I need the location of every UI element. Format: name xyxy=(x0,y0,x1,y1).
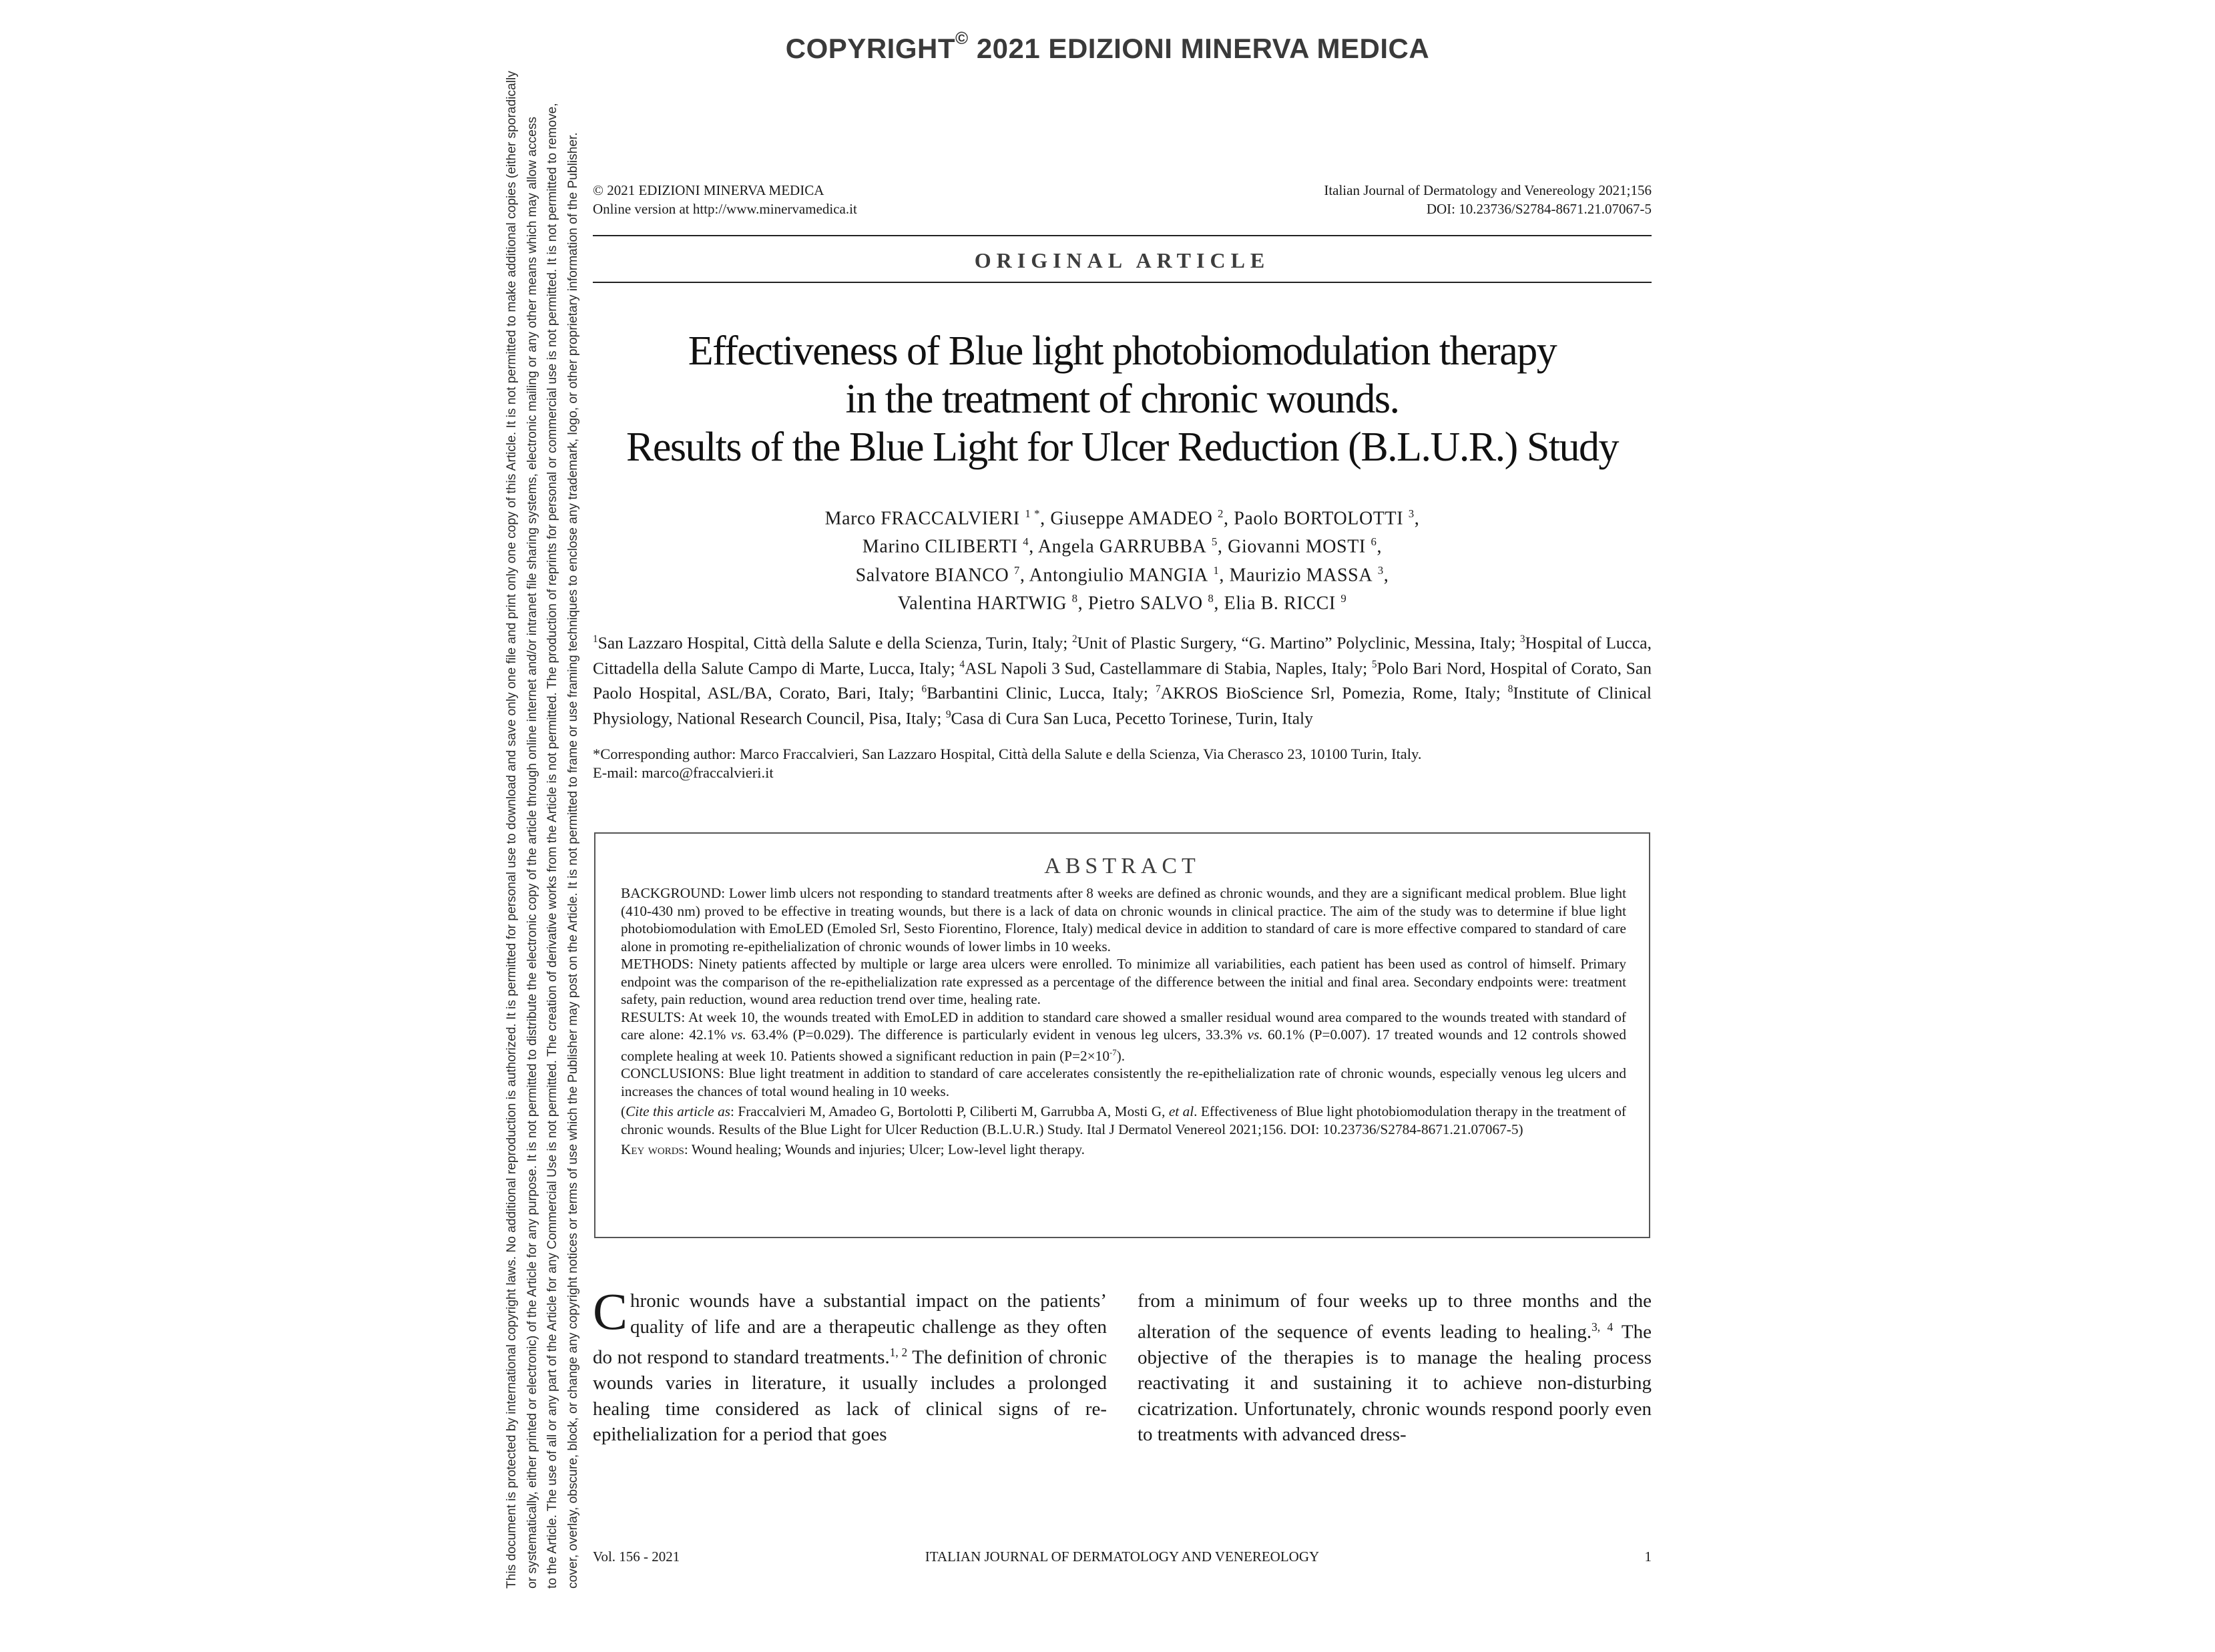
author-name: Elia B. RICCI xyxy=(1224,593,1336,614)
author-affiliation-mark: 8 xyxy=(1071,591,1078,605)
copyright-notice-sidebar xyxy=(502,67,582,1589)
corresponding-author xyxy=(593,745,1652,782)
author-separator: , xyxy=(1383,564,1389,585)
author-name: Marino CILIBERTI xyxy=(862,536,1018,557)
author-affiliation-mark: 5 xyxy=(1211,535,1218,549)
results-exponent: -7 xyxy=(1109,1047,1117,1057)
abstract-conclusions: CONCLUSIONS: Blue light treatment in addition to standard of care accelerates consistently the re-epithelialization rate of chronic wounds, especially venous leg ulcers and increases the chances of total wound healing in 10 weeks. xyxy=(621,1065,1626,1099)
author-separator: , xyxy=(1219,564,1230,585)
author-affiliation-mark: 2 xyxy=(1218,507,1224,520)
author-name: Angela GARRUBBA xyxy=(1037,536,1207,557)
author-line xyxy=(593,530,1652,558)
affiliations xyxy=(593,629,1652,729)
author-name: Maurizio MASSA xyxy=(1229,564,1373,585)
affiliation-text: AKROS BioScience Srl, Pomezia, Rome, Italy; xyxy=(1160,683,1508,703)
cite-etal: et al xyxy=(1168,1103,1194,1120)
copyright-symbol: © xyxy=(955,28,969,48)
affiliation-number: 8 xyxy=(1507,683,1513,695)
author-name: Salvatore BIANCO xyxy=(855,564,1009,585)
author-line xyxy=(593,587,1652,615)
affiliation-text: San Lazzaro Hospital, Città della Salute e della Scienza, Turin, Italy; xyxy=(597,633,1072,653)
affiliation-number: 3 xyxy=(1519,633,1525,645)
body-text: from a minimum of four weeks up to three months and the alteration of the sequence of events leading to healing. xyxy=(1138,1290,1652,1343)
affiliation-number: 2 xyxy=(1071,633,1077,645)
reference-citation[interactable]: 3, 4 xyxy=(1591,1320,1614,1334)
author-affiliation-mark: 1 * xyxy=(1025,507,1041,520)
body-column-right xyxy=(1138,1288,1652,1448)
affiliation-text: ASL Napoli 3 Sud, Castellammare di Stabia, Naples, Italy; xyxy=(965,658,1372,677)
footer-volume: Vol. 156 - 2021 xyxy=(593,1549,680,1565)
affiliation-text: Institute of Clinical Physiology, National Research Council, Pisa, Italy; xyxy=(593,683,1652,728)
sidebar-line: to the Article. The use of all or any part of the Article for any Commercial Use is not permitted. The creation of derivative works from the Article is not permitted. The production of reprints for personal or commercial use is not permitted. It is not permitted to remove, xyxy=(545,103,559,1589)
author-separator: , xyxy=(1224,508,1234,529)
abstract-box xyxy=(594,832,1650,1238)
publisher-header xyxy=(593,181,857,218)
title-line: Effectiveness of Blue light photobiomodulation therapy xyxy=(688,328,1557,374)
affiliation-number: 7 xyxy=(1156,683,1161,695)
author-line xyxy=(593,559,1652,587)
online-version-link[interactable]: Online version at http://www.minervamedica.it xyxy=(593,201,857,217)
results-text: ). xyxy=(1116,1047,1126,1064)
affiliation-number: 4 xyxy=(959,658,965,670)
author-separator: , xyxy=(1217,536,1228,557)
author-affiliation-mark: 7 xyxy=(1013,563,1020,577)
page-number: 1 xyxy=(1644,1549,1652,1565)
keywords xyxy=(621,1141,1626,1159)
journal-citation: Italian Journal of Dermatology and Venereology 2021;156 xyxy=(1324,182,1652,198)
author-affiliation-mark: 3 xyxy=(1377,563,1384,577)
affiliation-number: 1 xyxy=(593,633,598,645)
affiliation-text: Casa di Cura San Luca, Pecetto Torinese, Turin, Italy xyxy=(951,708,1313,728)
author-line xyxy=(593,502,1652,530)
author-list xyxy=(593,502,1652,615)
cite-text: : Fraccalvieri M, Amadeo G, Bortolotti P, Ciliberti M, Garrubba A, Mosti G, xyxy=(730,1103,1169,1120)
author-separator: , xyxy=(1077,593,1088,614)
body-text: hronic wounds have a substantial impact on the patients’ quality of life and are a therapeutic challenge as they often do not respond to standard treatments. xyxy=(593,1290,1107,1368)
banner-text-rest: 2021 EDIZIONI MINERVA MEDICA xyxy=(968,33,1430,64)
corresponding-author-address: *Corresponding author: Marco Fraccalvieri, San Lazzaro Hospital, Città della Salute e della Scienza, Via Cherasco 23, 10100 Turin, Italy. xyxy=(593,746,1422,762)
body-text: The definition of chronic wounds varies in literature, it usually includes a prolonged healing time considered as lack of clinical signs of re-epithelialization for a period that goes xyxy=(593,1346,1107,1446)
author-name: Pietro SALVO xyxy=(1087,593,1203,614)
reference-citation[interactable]: 1, 2 xyxy=(889,1346,908,1359)
author-affiliation-mark: 6 xyxy=(1371,535,1377,549)
abstract-background: BACKGROUND: Lower limb ulcers not responding to standard treatments after 8 weeks are defined as chronic wounds, and they are a significant medical problem. Blue light (410-430 nm) proved to be effective in treating wounds, but there is a lack of data on chronic wounds in clinical practice. The aim of the study was to determine if blue light photobiomodulation with EmoLED (Emoled Srl, Sesto Fiorentino, Florence, Italy) medical device in addition to standard of care is more effective compared to standard of care alone in promoting re-epithelialization of chronic wounds of lower limbs in 10 weeks. xyxy=(621,885,1626,954)
author-name: Marco FRACCALVIERI xyxy=(824,508,1020,529)
keywords-text: : Wound healing; Wounds and injuries; Ulcer; Low-level light therapy. xyxy=(684,1141,1085,1158)
corresponding-author-email[interactable]: E-mail: marco@fraccalvieri.it xyxy=(593,764,774,781)
drop-cap: C xyxy=(593,1282,628,1340)
cite-text: . Effectiveness of Blue light photobiomodulation therapy in the treatment of chronic wounds. Results of the Blue Light for Ulcer Reduction (B.L.U.R.) Study. Ital J Dermatol Venereol 2021;156. DOI: 10.23736/S2784-8671.21.07067-5) xyxy=(621,1103,1626,1137)
author-name: Antongiulio MANGIA xyxy=(1029,564,1208,585)
sidebar-line: This document is protected by international copyright laws. No additional reproduction is authorized. It is permitted for personal use to download and save only one file and print only one copy of this Article. It is not permitted to make additional copies (either sporadically xyxy=(505,71,519,1589)
author-separator: , xyxy=(1019,564,1029,585)
journal-header xyxy=(1118,181,1652,218)
body-text: The objective of the therapies is to manage the healing process reactivating it and sustaining it to achieve non-disturbing cicatrization. Unfortunately, chronic wounds respond poorly even to treatments with advanced dress- xyxy=(1138,1321,1652,1446)
author-separator: , xyxy=(1029,536,1038,557)
banner-text: COPYRIGHT xyxy=(785,33,955,64)
author-separator: , xyxy=(1414,508,1420,529)
author-affiliation-mark: 8 xyxy=(1208,591,1214,605)
title-line: Results of the Blue Light for Ulcer Reduction (B.L.U.R.) Study xyxy=(626,425,1619,470)
author-affiliation-mark: 4 xyxy=(1023,535,1029,549)
author-affiliation-mark: 1 xyxy=(1213,563,1220,577)
author-separator: , xyxy=(1214,593,1224,614)
affiliation-text: Barbantini Clinic, Lucca, Italy; xyxy=(927,683,1156,703)
doi-link[interactable]: DOI: 10.23736/S2784-8671.21.07067-5 xyxy=(1426,201,1652,217)
affiliation-number: 5 xyxy=(1371,658,1377,670)
author-separator: , xyxy=(1377,536,1383,557)
author-name: Valentina HARTWIG xyxy=(897,593,1067,614)
abstract-methods: METHODS: Ninety patients affected by multiple or large area ulcers were enrolled. To minimize all variabilities, each patient has been used as control of himself. Primary endpoint was the comparison of the re-epithelialization rate expressed as a percentage of the difference between the initial and final area. Secondary endpoints were: treatment safety, pain reduction, wound area reduction trend over time, healing rate. xyxy=(621,956,1626,1007)
abstract-body xyxy=(621,884,1626,1159)
affiliation-number: 6 xyxy=(921,683,927,695)
abstract-heading: ABSTRACT xyxy=(1044,854,1200,878)
author-name: Giovanni MOSTI xyxy=(1228,536,1366,557)
header-rule-bottom xyxy=(593,282,1652,283)
results-text: 60.1% (P=0.007). 17 treated wounds and 12 controls showed complete healing at week 10. Patients showed a significant reduction in pain (P=2×10 xyxy=(621,1027,1626,1064)
section-label: ORIGINAL ARTICLE xyxy=(974,248,1270,272)
abstract-results xyxy=(621,1009,1626,1065)
publisher-copyright: © 2021 EDIZIONI MINERVA MEDICA xyxy=(593,182,824,198)
results-vs: vs. xyxy=(730,1027,746,1043)
author-name: Giuseppe AMADEO xyxy=(1050,508,1213,529)
keywords-label: Key words xyxy=(621,1141,684,1158)
title-line: in the treatment of chronic wounds. xyxy=(845,376,1399,422)
author-affiliation-mark: 9 xyxy=(1340,591,1347,605)
affiliation-number: 9 xyxy=(945,708,951,720)
sidebar-line: or systematically, either printed or electronic) of the Article for any purpose. It is not permitted to distribute the electronic copy of the article through online internet and/or intranet file sharing systems, electronic mailing or any other means which may allow access xyxy=(525,116,539,1589)
affiliation-text: Polo Bari Nord, Hospital of Corato, San Paolo Hospital, ASL/BA, Corato, Bari, Italy; xyxy=(593,658,1652,703)
author-name: Paolo BORTOLOTTI xyxy=(1234,508,1404,529)
affiliation-text: Hospital of Lucca, Cittadella della Salute Campo di Marte, Lucca, Italy; xyxy=(593,633,1652,677)
author-affiliation-mark: 3 xyxy=(1408,507,1415,520)
results-vs: vs. xyxy=(1247,1027,1263,1043)
sidebar-line: cover, overlay, obscure, block, or change any copyright notices or terms of use which the Publisher may post on the Article. It is not permitted to frame or use framing techniques to enclose any trademark, logo, or other proprietary information of the Publisher. xyxy=(565,132,580,1589)
affiliation-text: Unit of Plastic Surgery, “G. Martino” Polyclinic, Messina, Italy; xyxy=(1077,633,1520,653)
copyright-banner xyxy=(0,28,2215,65)
results-text: 63.4% (P=0.029). The difference is particularly evident in venous leg ulcers, 33.3% xyxy=(746,1027,1248,1043)
footer-journal: ITALIAN JOURNAL OF DERMATOLOGY AND VENEREOLOGY xyxy=(925,1549,1320,1565)
cite-label: Cite this article as xyxy=(626,1103,731,1120)
author-separator: , xyxy=(1040,508,1051,529)
results-text: RESULTS: At week 10, the wounds treated with EmoLED in addition to standard care showed a smaller residual wound area compared to the wounds treated with standard of care alone: 42.1% xyxy=(621,1009,1626,1043)
cite-this-article: (Cite this article as: Fraccalvieri M, Amadeo G, Bortolotti P, Ciliberti M, Garrubba A, Mosti G, et al. Effectiveness of Blue light photobiomodulation therapy in the treatment of chronic wounds. Results of the Blue Light for Ulcer Reduction (B.L.U.R.) Study. Ital J Dermatol Venereol 2021;156. DOI: 10.23736/S2784-8671.21.07067-5) xyxy=(621,1103,1626,1137)
body-column-left xyxy=(593,1282,1107,1448)
header-rule-top xyxy=(593,235,1652,236)
article-title xyxy=(593,327,1652,471)
